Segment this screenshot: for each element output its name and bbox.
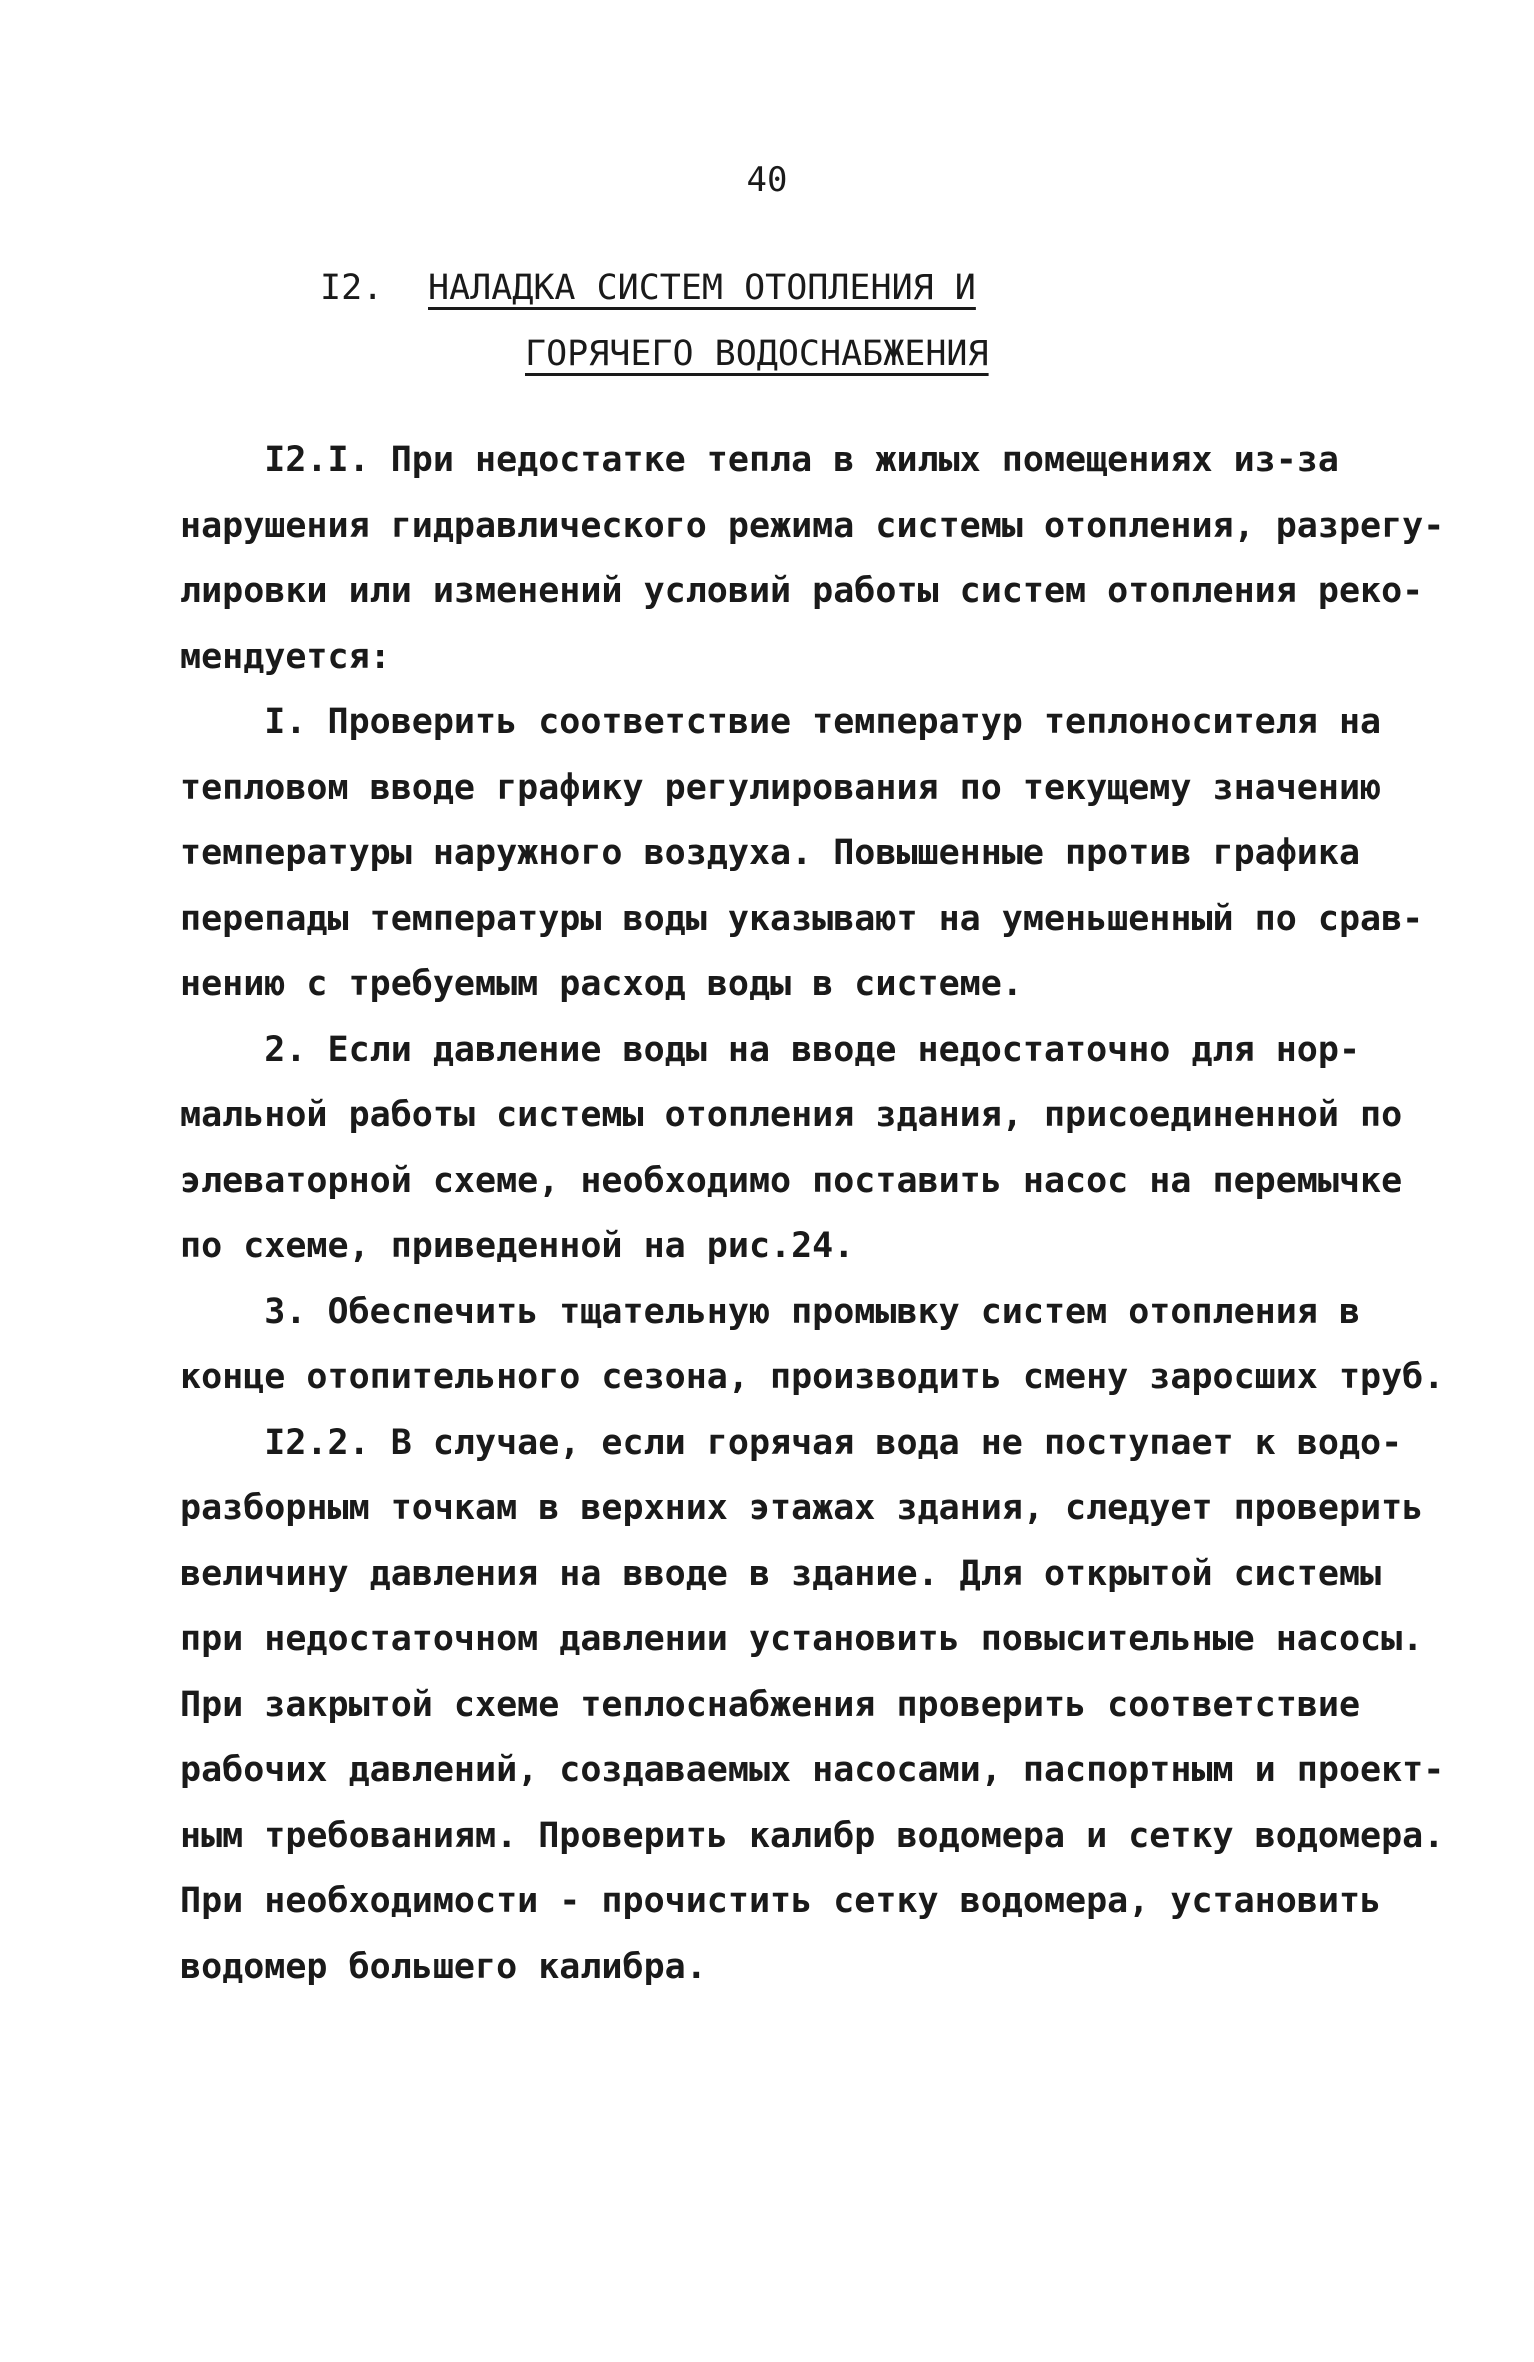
text-line: тепловом вводе графику регулирования по текущему значению (180, 767, 1382, 808)
text-line: величину давления на вводе в здание. Для открытой системы (180, 1553, 1382, 1594)
section-heading-line-2 (320, 321, 989, 387)
text-line: I2.2. В случае, если горячая вода не поступает к водо- (180, 1422, 1403, 1463)
text-line: I. Проверить соответствие температур теплоносителя на (180, 702, 1382, 742)
text-line: при недостаточном давлении установить повысительные насосы. (180, 1619, 1424, 1659)
text-line: перепады температуры воды указывают на уменьшенный по срав- (180, 898, 1424, 939)
text-line: мальной работы системы отопления здания, присоединенной по (180, 1095, 1403, 1135)
text-line: При необходимости - прочистить сетку водомера, установить (180, 1881, 1382, 1921)
text-line: температуры наружного воздуха. Повышенные против графика (180, 833, 1361, 873)
text-line: водомер большего калибра. (180, 1946, 707, 1987)
text-line: конце отопительного сезона, производить смену заросших труб. (180, 1357, 1445, 1397)
text-line: лировки или изменений условий работы систем отопления реко- (180, 571, 1424, 611)
body-text (180, 428, 1445, 2000)
text-line: 2. Если давление воды на вводе недостаточно для нор- (180, 1029, 1361, 1070)
section-heading (320, 255, 989, 387)
section-title-line-2: ГОРЯЧЕГО ВОДОСНАБЖЕНИЯ (525, 334, 989, 374)
section-title-line-1: НАЛАДКА СИСТЕМ ОТОПЛЕНИЯ И (428, 268, 976, 308)
section-number: I2. (320, 268, 384, 308)
text-line: по схеме, приведенной на рис.24. (180, 1226, 855, 1266)
text-line: рабочих давлений, создаваемых насосами, паспортным и проект- (180, 1750, 1445, 1790)
text-line: При закрытой схеме теплоснабжения проверить соответствие (180, 1684, 1361, 1725)
text-line: ным требованиям. Проверить калибр водомера и сетку водомера. (180, 1815, 1445, 1856)
page-number: 40 (746, 160, 788, 200)
text-line: нению с требуемым расход воды в системе. (180, 964, 1023, 1004)
section-heading-line-1 (320, 255, 989, 321)
text-line: нарушения гидравлического режима системы отопления, разрегу- (180, 505, 1445, 546)
text-line: 3. Обеспечить тщательную промывку систем отопления в (180, 1291, 1361, 1332)
text-line: элеваторной схеме, необходимо поставить насос на перемычке (180, 1160, 1403, 1201)
text-line: мендуется: (180, 636, 391, 677)
text-line: I2.I. При недостатке тепла в жилых помещениях из-за (180, 440, 1339, 480)
text-line: разборным точкам в верхних этажах здания, следует проверить (180, 1488, 1424, 1528)
